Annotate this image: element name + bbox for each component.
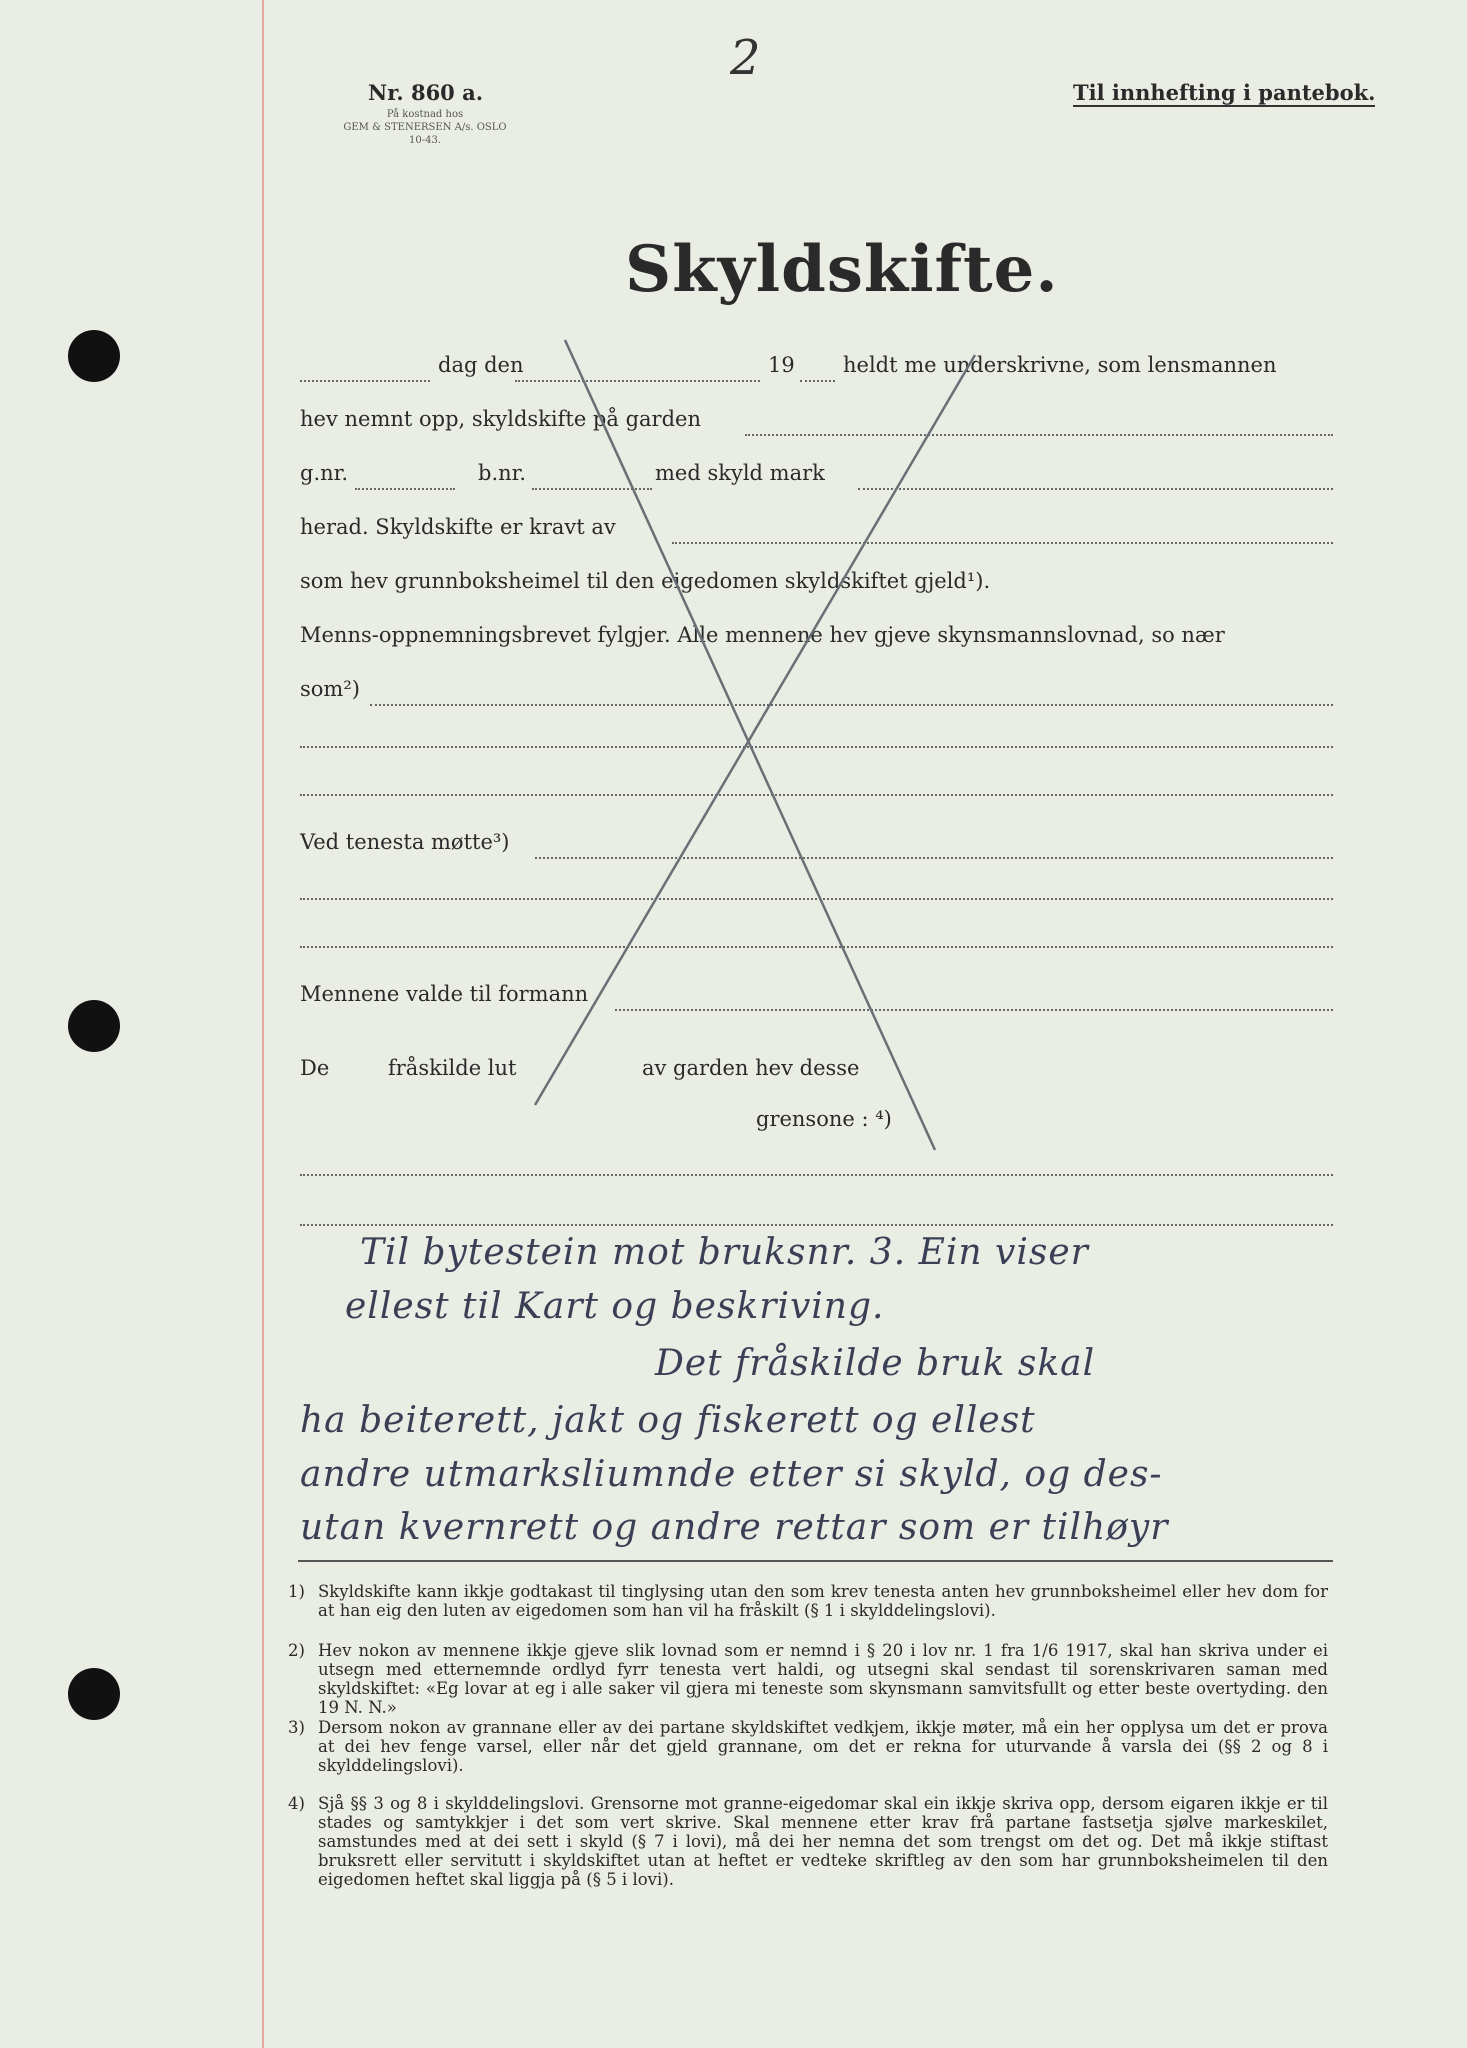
label-skyld: med skyld mark <box>655 461 825 485</box>
label-line9: Mennene valde til formann <box>300 982 589 1006</box>
label-line1-rest: heldt me underskrivne, som lensmannen <box>843 353 1277 377</box>
footnote-number: 4) <box>288 1794 305 1813</box>
binding-note: Til innhefting i pantebok. <box>1073 80 1376 105</box>
label-de: De <box>300 1056 330 1080</box>
handwritten-line: Det fråskilde bruk skal <box>655 1343 1096 1384</box>
page-title: Skyldskifte. <box>625 232 1059 307</box>
footnote-separator <box>298 1560 1333 1562</box>
label-line6: Menns-oppnemningsbrevet fylgjer. Alle mennene hev gjeve skynsmannslovnad, so nær <box>300 623 1225 647</box>
label-grensone: grensone : ⁴) <box>756 1107 892 1131</box>
footnote-text: Hev nokon av mennene ikkje gjeve slik lovnad som er nemnd i § 20 i lov nr. 1 fra 1/6 1917, skal han skriva under ei utsegn med etternemnde ordlyd fyrr tenesta vert haldi, og utsegni skal sendast til sorenskrivaren saman med skyldskiftet: «Eg lovar at eg i alle saker vil gjera mi teneste som skynsmann samvitsfullt og etter beste overtyding. den 19 N. N.» <box>318 1641 1328 1717</box>
label-fraskilde-lut: fråskilde lut <box>388 1056 517 1080</box>
footnote-number: 1) <box>288 1582 305 1601</box>
label-av-garden: av garden hev desse <box>642 1056 860 1080</box>
label-line4: herad. Skyldskifte er kravt av <box>300 515 616 539</box>
printer-line: På kostnad hos <box>386 109 464 120</box>
handwritten-line: andre utmarksliumnde etter si skyld, og des- <box>300 1454 1163 1495</box>
label-year: 19 <box>768 353 795 377</box>
footnote-number: 3) <box>288 1718 305 1737</box>
label-dag-den: dag den <box>438 353 524 377</box>
page-number-handwritten: 2 <box>730 30 761 86</box>
label-gnr: g.nr. <box>300 461 349 485</box>
label-line2: hev nemnt opp, skyldskifte på garden <box>300 407 701 431</box>
footnote-number: 2) <box>288 1641 305 1660</box>
label-line7: som²) <box>300 677 360 701</box>
label-bnr: b.nr. <box>478 461 527 485</box>
printer-line: GEM & STENERSEN A/s. OSLO <box>343 122 507 133</box>
footnote-2 <box>288 1641 1328 1717</box>
handwritten-line: ellest til Kart og beskriving. <box>345 1286 885 1327</box>
footnote-4 <box>288 1794 1328 1889</box>
label-line8: Ved tenesta møtte³) <box>300 830 510 854</box>
handwritten-line: ha beiterett, jakt og fiskerett og ellest <box>300 1400 1036 1441</box>
footnote-text: Dersom nokon av grannane eller av dei partane skyldskiftet vedkjem, ikkje møter, må ein her opplysa um det er prova at dei hev fenge varsel, eller når det gjeld grannane, om det er rekna for uturvande å varsla dei (§§ 2 og 8 i skylddelingslovi). <box>318 1718 1328 1775</box>
footnote-3 <box>288 1718 1328 1775</box>
form-number: Nr. 860 a. <box>368 80 484 105</box>
footnote-text: Sjå §§ 3 og 8 i skylddelingslovi. Grensorne mot granne-eigedomar skal ein ikkje skriva opp, dersom eigaren ikkje er til stades og samtykkjer i det som vert skrive. Skal mennene etter krav frå partane fastsetja sjølve markeskilet, samstundes med at dei sett i skyld (§ 7 i lovi), må dei her nemna det som trengst om det og. Det må ikkje stiftast bruksrett eller servitutt i skyldskiftet utan at heftet er vedteke skriftleg av den som har grunnboksheimelen til den eigedomen heftet skal liggja på (§ 5 i lovi). <box>318 1794 1328 1889</box>
footnote-text: Skyldskifte kann ikkje godtakast til tinglysing utan den som krev tenesta anten hev grunnboksheimel eller hev dom for at han eig den luten av eigedomen som han vil ha fråskilt (§ 1 i skylddelingslovi). <box>318 1582 1328 1620</box>
printer-line: 10-43. <box>408 135 441 146</box>
handwritten-line: Til bytestein mot bruksnr. 3. Ein viser <box>360 1232 1089 1273</box>
handwritten-line: utan kvernrett og andre rettar som er tilhøyr <box>300 1507 1169 1548</box>
footnote-1 <box>288 1582 1328 1620</box>
label-line5: som hev grunnboksheimel til den eigedomen skyldskiftet gjeld¹). <box>300 569 991 593</box>
